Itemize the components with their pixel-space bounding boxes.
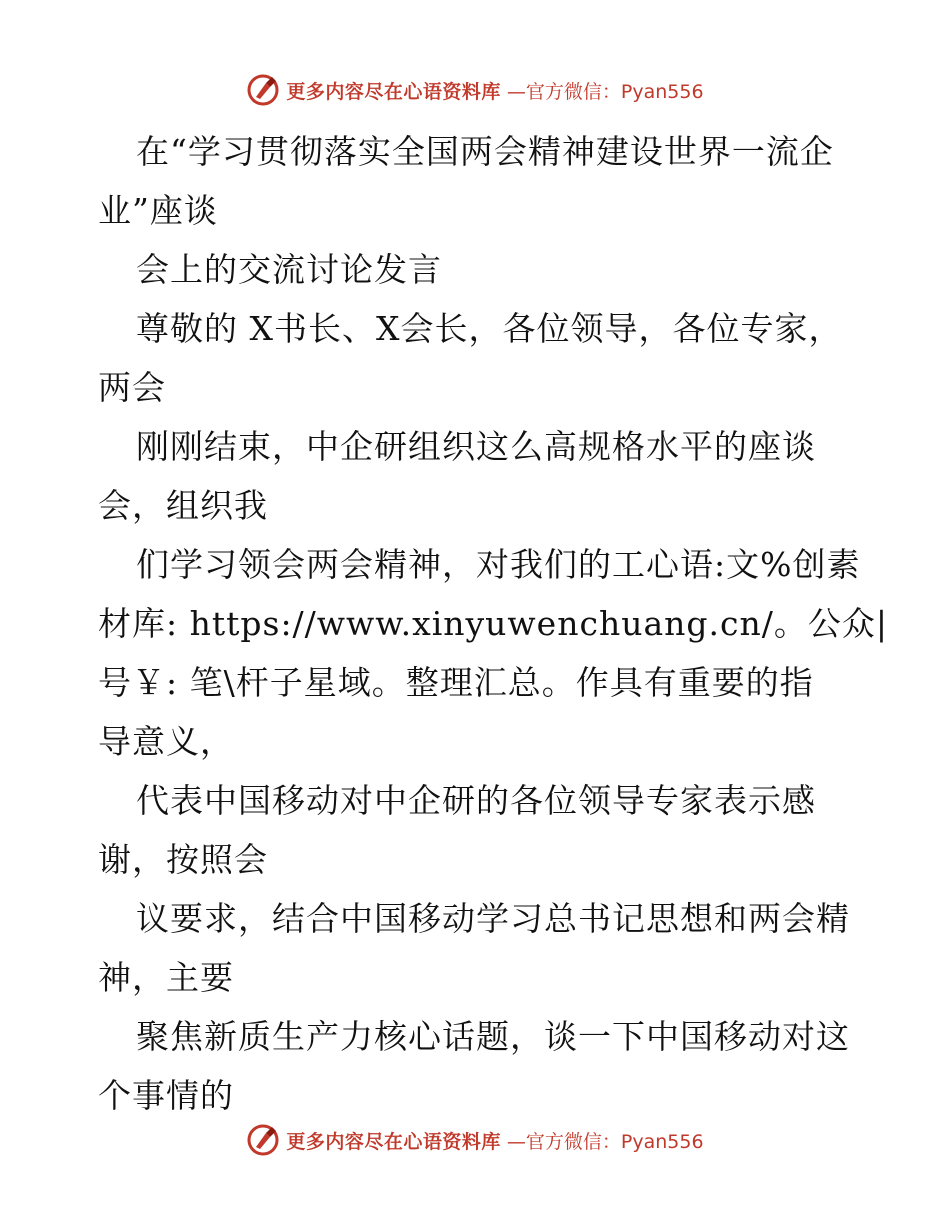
pen-nib-logo-icon [246, 1123, 280, 1157]
text-line: 材库: https://www.xinyuwenchuang.cn/。公众| [98, 604, 888, 643]
text-line: 代表中国移动对中企研的各位领导专家表示感 [136, 781, 816, 820]
text-line: 在“学习贯彻落实全国两会精神建设世界一流企 [136, 132, 834, 171]
text-line: 们学习领会两会精神，对我们的工心语:文%创素 [136, 545, 861, 584]
text-line: 个事情的 [98, 1076, 234, 1115]
text-line: 神，主要 [98, 958, 234, 997]
header-brand-text: 更多内容尽在心语资料库 [286, 80, 501, 103]
footer-official-text: —官方微信：Pyan556 [506, 1130, 704, 1153]
text-line: 号￥: 笔\杆子星域。整理汇总。作具有重要的指 [98, 663, 814, 702]
text-line: 刚刚结束，中企研组织这么高规格水平的座谈 [136, 427, 816, 466]
text-line: 业”座谈 [98, 191, 218, 230]
text-line: 聚焦新质生产力核心话题，谈一下中国移动对这 [136, 1017, 850, 1056]
text-line: 两会 [98, 368, 166, 407]
document-body [98, 122, 888, 1125]
pen-nib-logo-icon [246, 73, 280, 107]
footer-brand-text: 更多内容尽在心语资料库 [286, 1130, 501, 1153]
text-line: 尊敬的 X书长、X会长，各位领导，各位专家， [136, 309, 843, 348]
text-line: 导意义， [98, 722, 234, 761]
header-official-text: —官方微信：Pyan556 [506, 80, 704, 103]
header-banner [0, 70, 950, 110]
text-line: 会上的交流讨论发言 [136, 250, 442, 289]
text-line: 会，组织我 [98, 486, 268, 525]
text-line: 谢，按照会 [98, 840, 268, 879]
text-line: 议要求，结合中国移动学习总书记思想和两会精 [136, 899, 850, 938]
footer-banner [0, 1120, 950, 1160]
